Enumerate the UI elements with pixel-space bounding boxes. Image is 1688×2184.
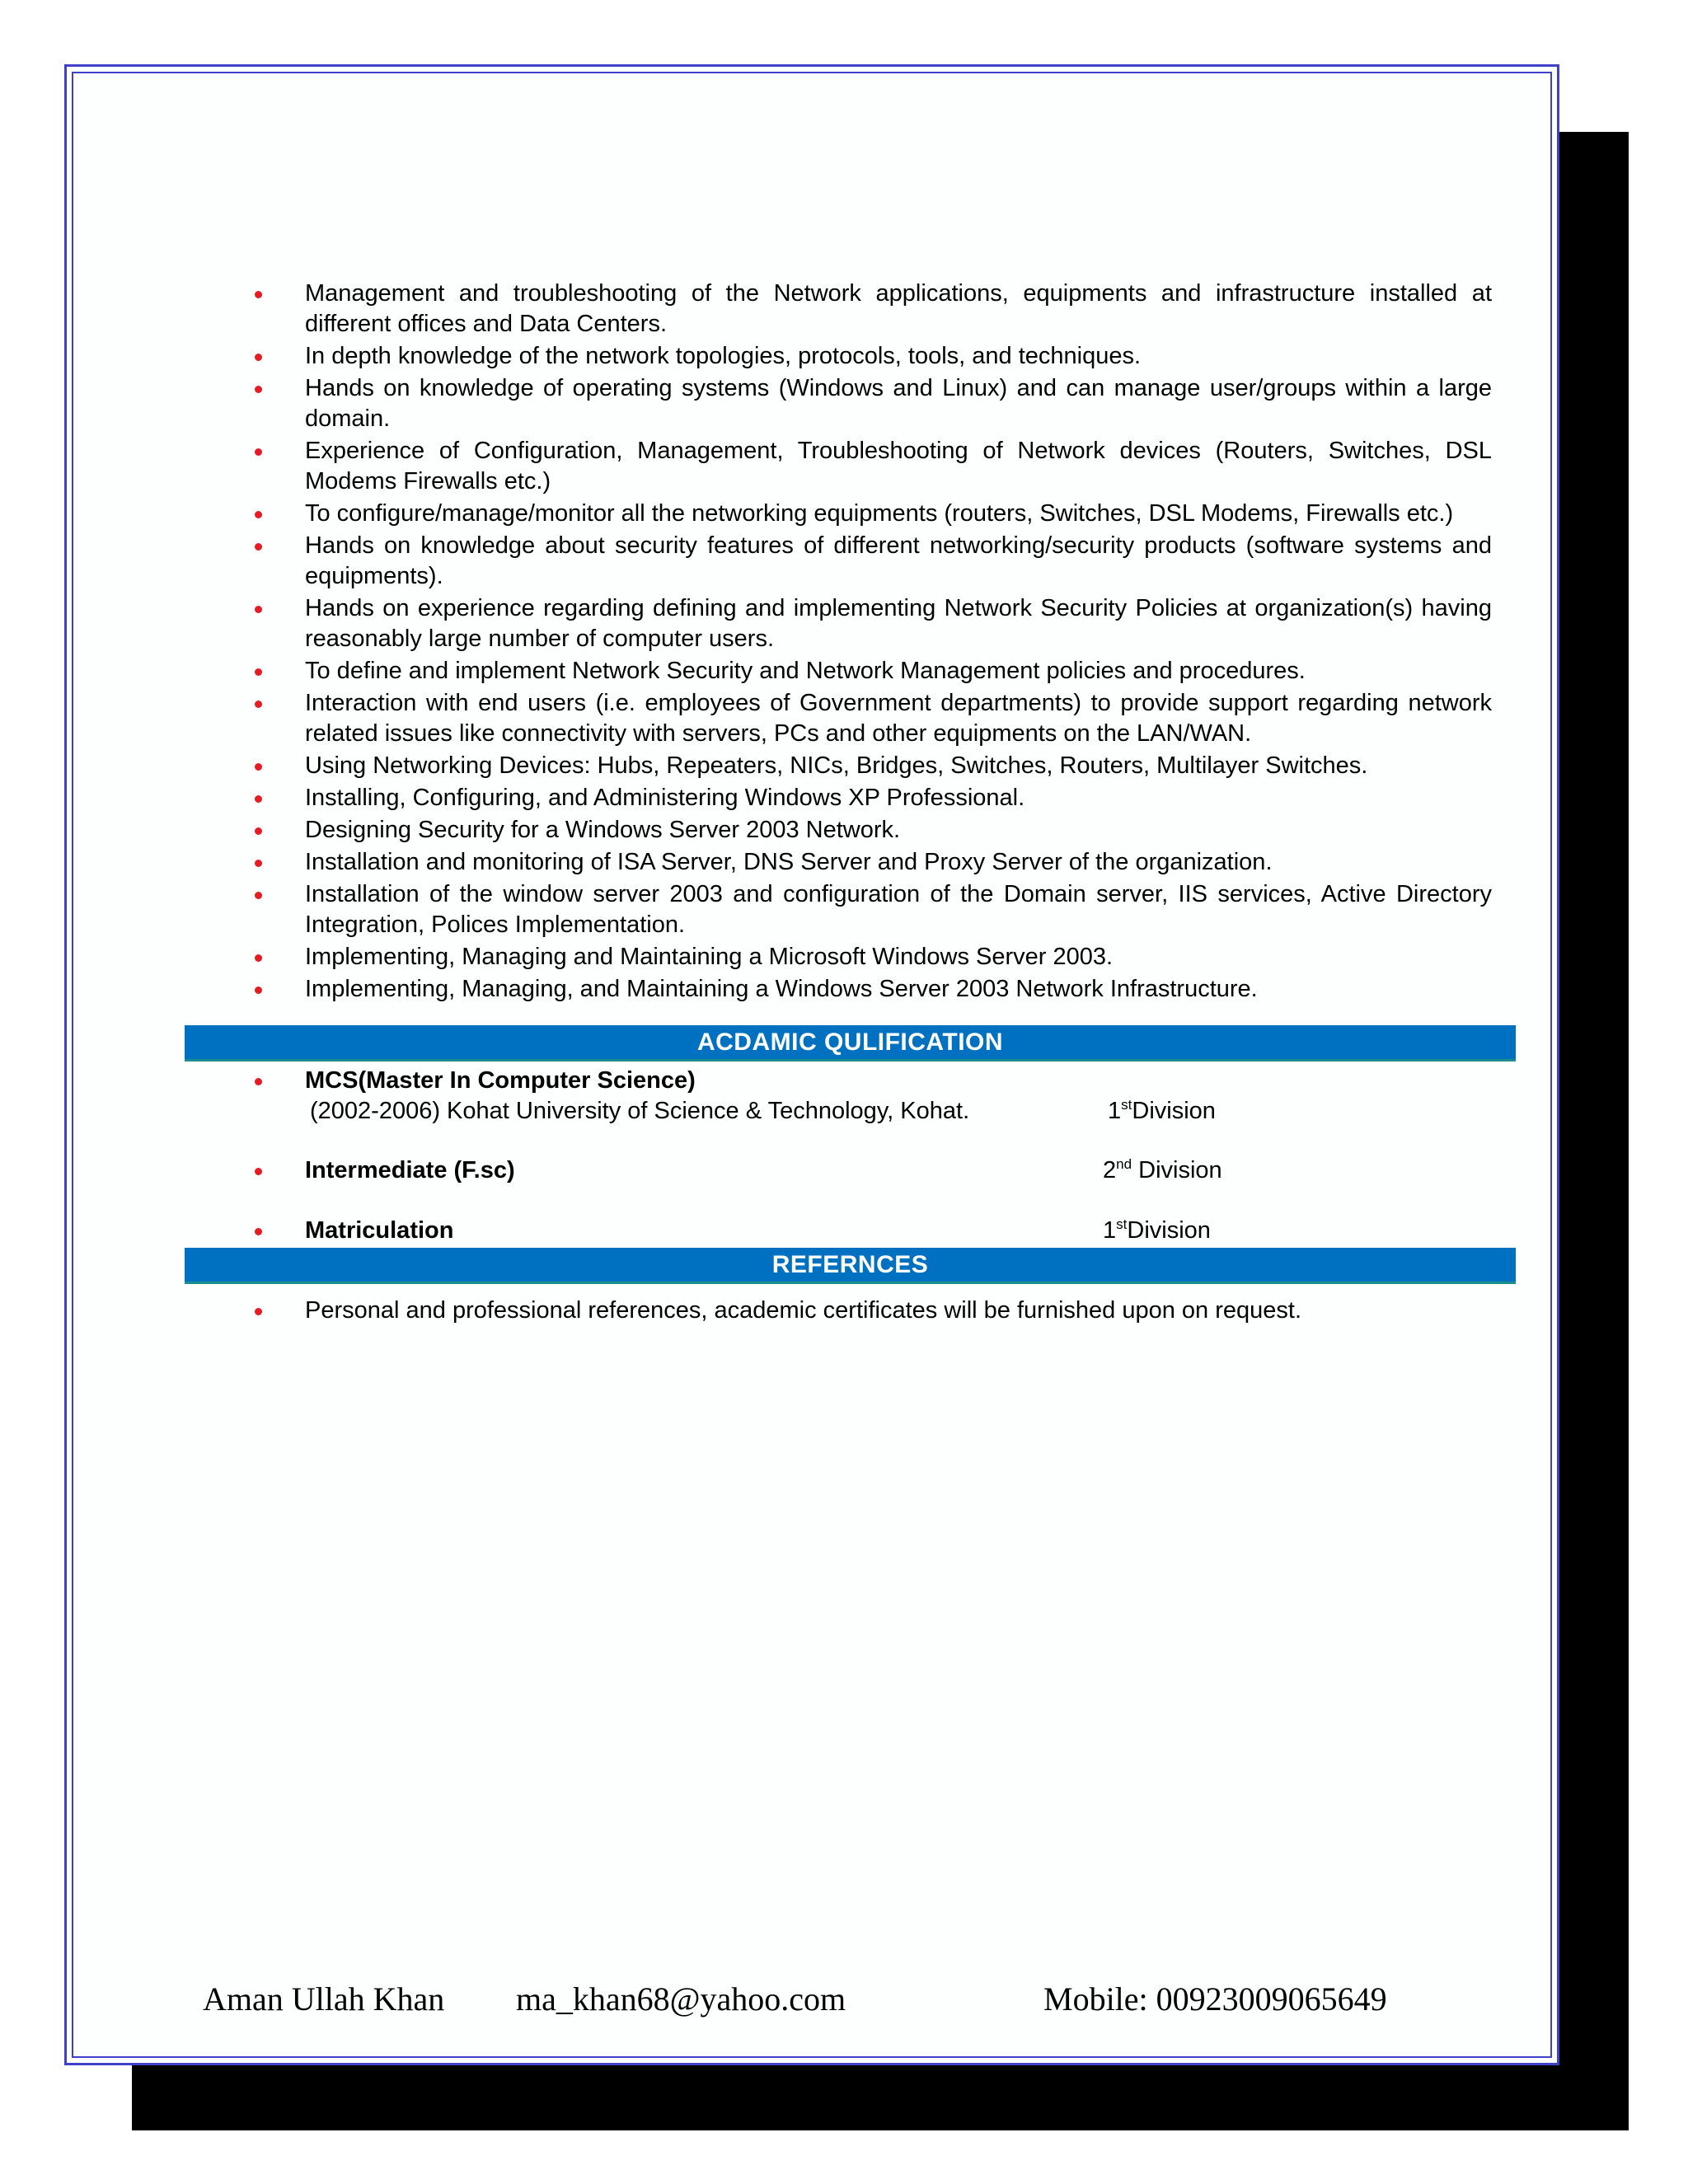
bullet-icon — [255, 763, 262, 771]
bullet-icon — [255, 543, 262, 551]
edu-title: Intermediate (F.sc) — [305, 1157, 515, 1183]
list-item: Installing, Configuring, and Administering Windows XP Professional. — [67, 783, 1492, 813]
footer-email[interactable]: ma_khan68@yahoo.com — [516, 1980, 846, 2018]
list-item: Designing Security for a Windows Server 2003 Network. — [67, 815, 1492, 846]
list-item: Installation and monitoring of ISA Server, DNS Server and Proxy Server of the organization. — [67, 847, 1492, 878]
edu-division: 2nd Division — [1103, 1156, 1222, 1183]
list-item: Installation of the window server 2003 and configuration of the Domain server, IIS services, Active Directory Integration, Polices Implementation. — [67, 879, 1492, 940]
bullet-icon — [255, 1168, 262, 1175]
bullet-icon — [255, 386, 262, 393]
list-item: To define and implement Network Security and Network Management policies and procedures. — [67, 656, 1492, 687]
edu-detail: (2002-2006) Kohat University of Science & Technology, Kohat. — [310, 1098, 970, 1124]
bullet-icon — [255, 291, 262, 298]
bullet-icon — [255, 795, 262, 803]
list-item: In depth knowledge of the network topologies, protocols, tools, and techniques. — [67, 341, 1492, 372]
page-content — [67, 67, 1557, 2063]
list-item: Management and troubleshooting of the Network applications, equipments and infrastructure installed at different offices and Data Centers. — [67, 279, 1492, 340]
bullet-icon — [255, 701, 262, 708]
bullet-icon — [255, 860, 262, 867]
list-item: To configure/manage/monitor all the networking equipments (routers, Switches, DSL Modems, Firewalls etc.) — [67, 499, 1492, 529]
bullet-icon — [255, 892, 262, 899]
experience-list — [67, 277, 1492, 1005]
bullet-icon — [255, 448, 262, 456]
bullet-icon — [255, 1308, 262, 1315]
footer-name: Aman Ullah Khan — [203, 1980, 445, 2018]
list-item: Implementing, Managing and Maintaining a Microsoft Windows Server 2003. — [67, 942, 1492, 972]
bullet-icon — [255, 668, 262, 676]
references-list — [67, 1296, 1492, 1326]
list-item: Experience of Configuration, Management, Troubleshooting of Network devices (Routers, Switches, DSL Modems Firewalls etc.) — [67, 436, 1492, 497]
list-item: Hands on knowledge of operating systems (Windows and Linux) and can manage user/groups within a large domain. — [67, 373, 1492, 434]
resume-page — [64, 64, 1559, 2065]
bullet-icon — [255, 606, 262, 613]
bullet-icon — [255, 827, 262, 835]
bullet-icon — [255, 1228, 262, 1235]
section-heading-references: REFERNCES — [185, 1248, 1516, 1284]
list-item: Hands on knowledge about security features of different networking/security products (software systems and equipments). — [67, 531, 1492, 592]
bullet-icon — [255, 1078, 262, 1085]
section-heading-academic: ACDAMIC QULIFICATION — [185, 1025, 1516, 1062]
edu-title: MCS(Master In Computer Science) — [305, 1067, 696, 1094]
bullet-icon — [255, 354, 262, 361]
bullet-icon — [255, 954, 262, 962]
edu-title: Matriculation — [305, 1217, 454, 1244]
bullet-icon — [255, 987, 262, 994]
footer-mobile: Mobile: 00923009065649 — [1043, 1980, 1387, 2018]
list-item: Using Networking Devices: Hubs, Repeaters, NICs, Bridges, Switches, Routers, Multilayer Switches. — [67, 751, 1492, 781]
edu-division: 1stDivision — [1108, 1097, 1216, 1124]
edu-division: 1stDivision — [1103, 1216, 1211, 1244]
bullet-icon — [255, 511, 262, 518]
list-item: Hands on experience regarding defining and implementing Network Security Policies at organization(s) having reasonably large number of computer users. — [67, 593, 1492, 654]
list-item: Personal and professional references, academic certificates will be furnished upon on request. — [67, 1296, 1492, 1326]
list-item: Interaction with end users (i.e. employees of Government departments) to provide support regarding network related issues like connectivity with servers, PCs and other equipments on the LAN/WAN. — [67, 688, 1492, 749]
list-item: Implementing, Managing, and Maintaining a Windows Server 2003 Network Infrastructure. — [67, 974, 1492, 1005]
